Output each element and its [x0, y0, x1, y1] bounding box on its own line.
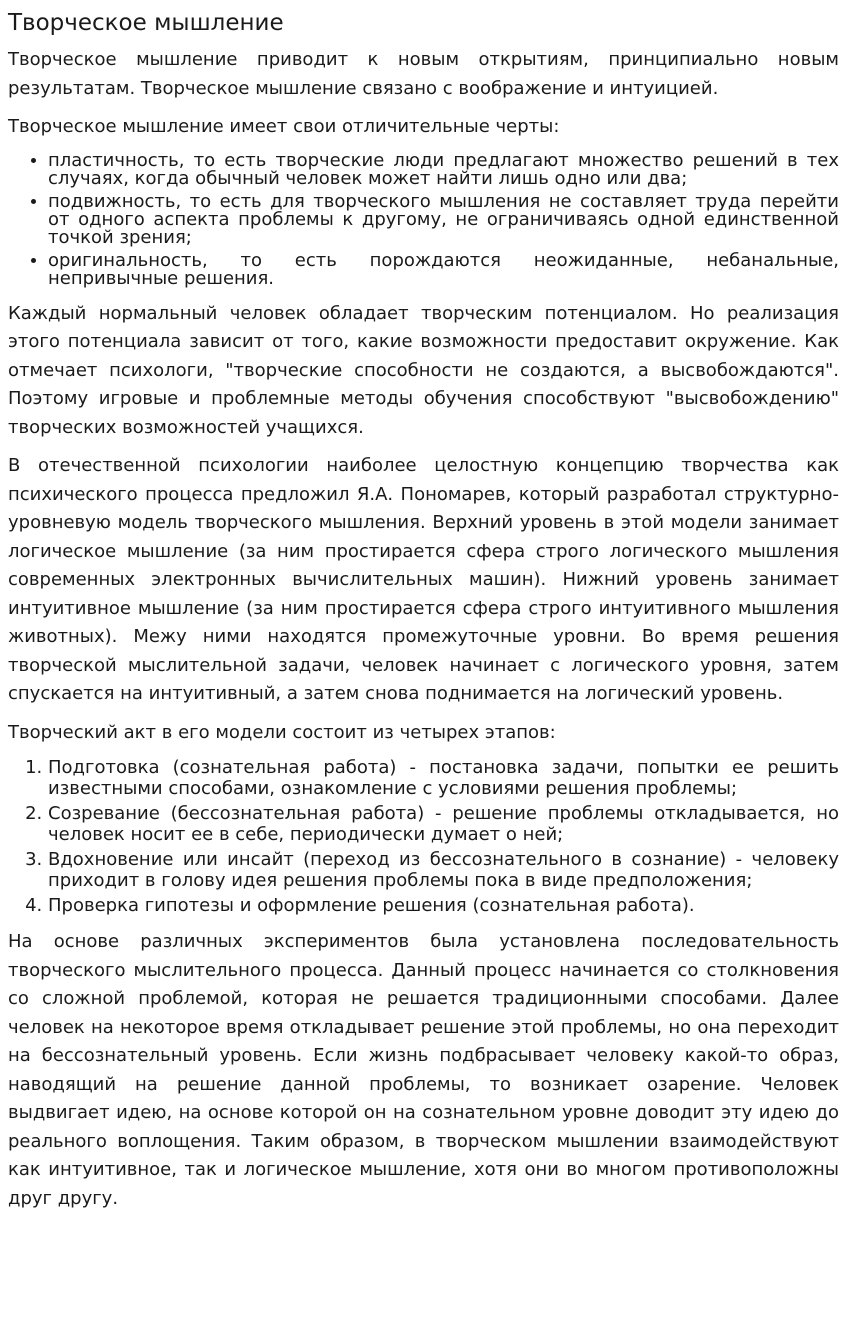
potential-paragraph: Каждый нормальный человек обладает творческим потенциалом. Но реализация этого потенциала зависит от того, какие возможности предоставит окружение. Как отмечает психологи, "творческие способности не создаются, а высвобождаются". Поэтому игровые и проблемные методы обучения способствуют "высвобождению" творческих возможностей учащихся.: [8, 302, 839, 438]
features-intro: Творческое мышление имеет свои отличительные черты:: [8, 116, 560, 137]
list-item: 1. Подготовка (сознательная работа) - постановка задачи, попытки ее решить известными способами, ознакомление с условиями решения проблемы;: [48, 757, 839, 799]
features-list: [8, 149, 839, 289]
list-item: 2. Созревание (бессознательная работа) - решение проблемы откладывается, но человек носит ее в себе, периодически думает о ней;: [48, 803, 839, 845]
page-title: Творческое мышление: [8, 10, 284, 36]
list-item: • подвижность, то есть для творческого мышления не составляет труда перейти от одного аспекта проблемы к другому, не ограничиваясь одной единственной точкой зрения;: [48, 193, 839, 247]
conclusion-paragraph: На основе различных экспериментов была установлена последовательность творческого мыслительного процесса. Данный процесс начинается со столкновения со сложной проблемой, которая не решается традиционными способами. Далее человек на некоторое время откладывает решение этой проблемы, но она переходит на бессознательный уровень. Если жизнь подбрасывает человеку какой-то образ, наводящий на решение данной проблемы, то возникает озарение. Человек выдвигает идею, на основе которой он на сознательном уровне доводит эту идею до реального воплощения. Таким образом, в творческом мышлении взаимодействуют как интуитивное, так и логическое мышление, хотя они во многом противоположны друг другу.: [8, 931, 839, 1209]
list-item: 4. Проверка гипотезы и оформление решения (сознательная работа).: [48, 895, 839, 916]
list-item: • оригинальность, то есть порождаются неожиданные, небанальные, непривычные решения.: [48, 252, 839, 288]
list-item: • пластичность, то есть творческие люди предлагают множество решений в тех случаях, когда обычный человек может найти лишь одно или два;: [48, 152, 839, 188]
ponomarev-paragraph: В отечественной психологии наиболее целостную концепцию творчества как психического процесса предложил Я.А. Пономарев, который разработал структурно-уровневую модель творческого мышления. Верхний уровень в этой модели занимает логическое мышление (за ним простирается сфера строго логического мышления современных электронных вычислительных машин). Нижний уровень занимает интуитивное мышление (за ним простирается сфера строго интуитивного мышления животных). Межу ними находятся промежуточные уровни. Во время решения творческой мыслительной задачи, человек начинает с логического уровня, затем спускается на интуитивный, а затем снова поднимается на логический уровень.: [8, 455, 839, 704]
stages-list: [8, 757, 839, 916]
stages-intro: Творческий акт в его модели состоит из четырех этапов:: [8, 721, 556, 743]
intro-paragraph: Творческое мышление приводит к новым открытиям, принципиально новым результатам. Творческое мышление связано с воображение и интуицией.: [8, 49, 839, 99]
list-item: 3. Вдохновение или инсайт (переход из бессознательного в сознание) - человеку приходит в голову идея решения проблемы пока в виде предположения;: [48, 849, 839, 891]
